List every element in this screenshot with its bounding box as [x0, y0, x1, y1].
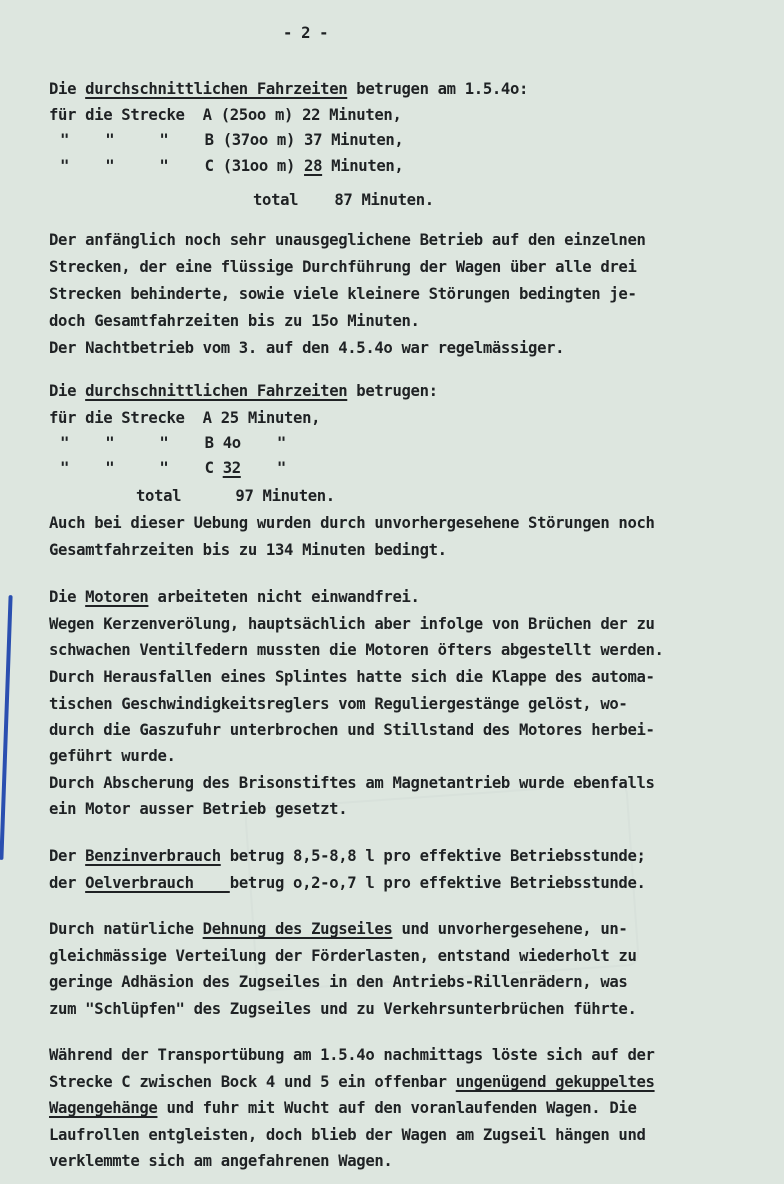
text-line [49, 800, 347, 818]
text-segment: Der anfänglich noch sehr unausgeglichene Betrieb auf den einzelnen [49, 231, 646, 249]
text-segment: " [240, 459, 286, 477]
underlined-text: durchschnittlichen Fahrzeiten [85, 382, 348, 400]
text-line [49, 1073, 655, 1091]
text-segment: für die Strecke A 25 Minuten, [49, 409, 321, 427]
underlined-text: durchschnittlichen Fahrzeiten [85, 80, 348, 98]
text-segment: tischen Geschwindigkeitsreglers vom Reguliergestänge gelöst, wo- [49, 695, 628, 713]
text-segment: schwachen Ventilfedern mussten die Motoren öfters abgestellt werden. [49, 641, 664, 659]
underlined-text: Wagengehänge [49, 1099, 158, 1117]
text-line [49, 615, 655, 633]
text-segment: " " " B 4o " [60, 434, 286, 452]
underlined-text: Benzinverbrauch [85, 847, 221, 865]
underlined-text: 28 [304, 157, 323, 175]
underlined-text: ungenügend gekuppeltes [455, 1073, 655, 1091]
text-segment: Der [49, 847, 86, 865]
underlined-text: Oelverbrauch [85, 874, 230, 892]
text-segment: arbeiteten nicht einwandfrei. [148, 588, 420, 606]
text-segment: Wegen Kerzenverölung, hauptsächlich aber infolge von Brüchen der zu [49, 615, 655, 633]
text-segment: Durch natürliche [49, 920, 203, 938]
text-segment: und fuhr mit Wucht auf den voranlaufenden Wagen. Die [157, 1099, 637, 1117]
text-line [253, 191, 434, 209]
text-segment: " " " B (37oo m) 37 Minuten, [60, 131, 404, 149]
text-line [60, 157, 403, 175]
text-segment: Der Nachtbetrieb vom 3. auf den 4.5.4o war regelmässiger. [49, 339, 565, 357]
text-line [49, 285, 637, 303]
margin-pen-mark [0, 595, 13, 860]
text-segment: gleichmässige Verteilung der Förderlasten, entstand wiederholt zu [49, 947, 637, 965]
text-segment: Auch bei dieser Uebung wurden durch unvorhergesehene Störungen noch [49, 514, 655, 532]
text-line [49, 874, 646, 892]
text-segment: Die [49, 80, 86, 98]
text-line [49, 106, 402, 124]
text-segment: Strecken behinderte, sowie viele kleinere Störungen bedingten je- [49, 285, 637, 303]
text-segment: für die Strecke A (25oo m) 22 Minuten, [49, 106, 402, 124]
text-segment: " " " C [60, 459, 223, 477]
text-segment: durch die Gaszufuhr unterbrochen und Stillstand des Motores herbei- [49, 721, 655, 739]
underlined-text: 32 [222, 459, 241, 477]
text-line [49, 231, 646, 249]
text-segment: Gesamtfahrzeiten bis zu 134 Minuten bedingt. [49, 541, 447, 559]
text-line [49, 920, 627, 938]
text-segment: doch Gesamtfahrzeiten bis zu 15o Minuten. [49, 312, 420, 330]
text-segment: Laufrollen entgleisten, doch blieb der Wagen am Zugseil hängen und [49, 1126, 646, 1144]
text-line [49, 312, 420, 330]
text-line [49, 973, 627, 991]
text-line [49, 1126, 646, 1144]
text-line [49, 747, 176, 765]
text-segment: verklemmte sich am angefahrenen Wagen. [49, 1152, 393, 1170]
text-line [49, 847, 646, 865]
text-line [49, 80, 528, 98]
text-segment: Die [49, 382, 86, 400]
underlined-text: Motoren [85, 588, 149, 606]
text-line [49, 588, 420, 606]
text-line [49, 1046, 655, 1064]
text-line [49, 641, 664, 659]
text-segment: zum "Schlüpfen" des Zugseiles und zu Verkehrsunterbrüchen führte. [49, 1000, 637, 1018]
text-line [49, 947, 637, 965]
text-segment: und unvorhergesehene, un- [392, 920, 628, 938]
text-line [49, 541, 447, 559]
text-segment: Strecken, der eine flüssige Durchführung der Wagen über alle drei [49, 258, 637, 276]
text-segment: der [49, 874, 86, 892]
text-segment: betrug o,2-o,7 l pro effektive Betriebsstunde. [229, 874, 646, 892]
text-segment: total 97 Minuten. [136, 487, 335, 505]
text-segment: Durch Abscherung des Brisonstiftes am Magnetantrieb wurde ebenfalls [49, 774, 655, 792]
text-segment: ein Motor ausser Betrieb gesetzt. [49, 800, 348, 818]
text-segment: betrugen am 1.5.4o: [347, 80, 529, 98]
text-segment: Minuten, [322, 157, 404, 175]
text-segment: betrug 8,5-8,8 l pro effektive Betriebsstunde; [220, 847, 646, 865]
text-line [136, 487, 335, 505]
text-line [60, 434, 286, 452]
text-line [49, 668, 655, 686]
text-segment: total 87 Minuten. [253, 191, 434, 209]
text-segment: Während der Transportübung am 1.5.4o nachmittags löste sich auf der [49, 1046, 655, 1064]
text-line [60, 459, 286, 477]
text-line [49, 514, 655, 532]
text-segment: geringe Adhäsion des Zugseiles in den Antriebs-Rillenrädern, was [49, 973, 628, 991]
text-segment: Durch Herausfallen eines Splintes hatte sich die Klappe des automa- [49, 668, 655, 686]
text-line [60, 131, 403, 149]
underlined-text: Dehnung des Zugseiles [202, 920, 393, 938]
text-line [49, 258, 637, 276]
text-segment: " " " C (31oo m) [60, 157, 305, 175]
text-line [49, 1099, 637, 1117]
text-line [49, 382, 438, 400]
text-segment: betrugen: [347, 382, 438, 400]
text-line [49, 409, 320, 427]
text-line [49, 1152, 392, 1170]
text-segment: Die [49, 588, 86, 606]
text-line [49, 721, 655, 739]
text-line [49, 774, 655, 792]
text-line [49, 1000, 637, 1018]
text-segment: Strecke C zwischen Bock 4 und 5 ein offenbar [49, 1073, 456, 1091]
text-line [49, 695, 627, 713]
page-number: - 2 - [283, 24, 329, 42]
text-line [49, 339, 564, 357]
text-segment: geführt wurde. [49, 747, 176, 765]
